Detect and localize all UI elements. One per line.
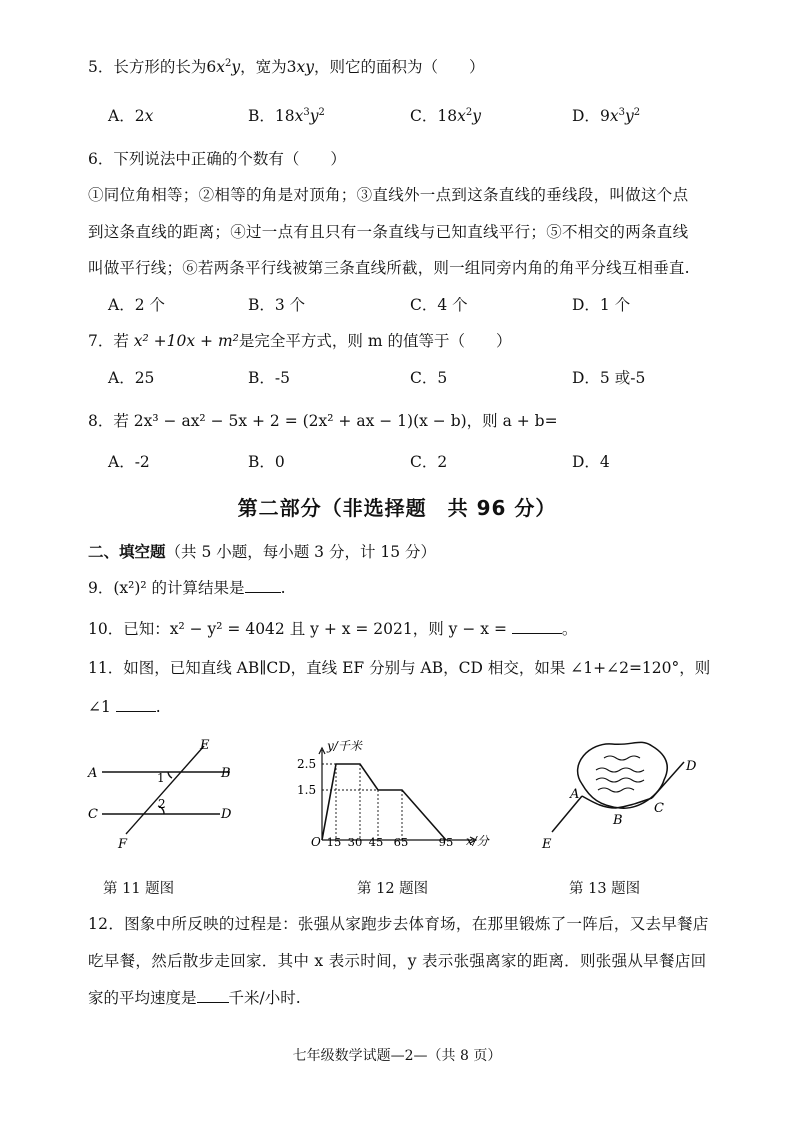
fig11-label-d: D bbox=[221, 807, 232, 822]
section-fill-blank-heading: 二、填空题（共 5 小题，每小题 3 分，计 15 分） bbox=[88, 543, 437, 561]
q8-option-c: C．2 bbox=[410, 453, 448, 471]
q11-answer-blank[interactable] bbox=[116, 697, 156, 712]
q7-stem: 7．若 x² +10x + m²是完全平方式，则 m 的值等于（ ） bbox=[88, 332, 512, 350]
fig13-wave-4 bbox=[604, 756, 640, 760]
fig13-wave-2 bbox=[596, 778, 644, 782]
fig12-xtick-65: 65 bbox=[393, 835, 409, 849]
angle-1-arc bbox=[168, 772, 172, 778]
fig12-caption: 第 12 题图 bbox=[357, 881, 429, 897]
fig12-x-label: x/分 bbox=[466, 834, 489, 848]
figure-11-diagram bbox=[102, 746, 230, 834]
q11-line2: ∠1 . bbox=[88, 698, 161, 716]
q5-stem: 5．长方形的长为$6x^2y$，宽为3xy，则它的面积为（ ） bbox=[88, 57, 485, 76]
fig12-xtick-95: 95 bbox=[438, 835, 454, 849]
fig13-caption: 第 13 题图 bbox=[569, 881, 641, 897]
fig12-ytick-2-5: 2.5 bbox=[297, 757, 317, 771]
q6-line1: ①同位角相等；②相等的角是对顶角；③直线外一点到这条直线的垂线段，叫做这个点 bbox=[88, 186, 689, 204]
q12-line1: 12．图象中所反映的过程是：张强从家跑步去体育场，在那里锻炼了一阵后，又去早餐店 bbox=[88, 915, 709, 933]
fig11-caption: 第 11 题图 bbox=[103, 881, 175, 897]
q8-option-b: B．0 bbox=[248, 453, 285, 471]
q6-stem: 6．下列说法中正确的个数有（ ） bbox=[88, 150, 346, 168]
q6-option-d: D．1 个 bbox=[572, 296, 631, 314]
q8-option-d: D．4 bbox=[572, 453, 610, 471]
q7-option-b: B．-5 bbox=[248, 369, 290, 387]
q12-line3: 家的平均速度是 千米/小时. bbox=[88, 989, 301, 1007]
q8-option-a: A．-2 bbox=[108, 453, 150, 471]
q12-answer-blank[interactable] bbox=[197, 988, 229, 1003]
fig12-xtick-45: 45 bbox=[368, 835, 384, 849]
fig11-label-e: E bbox=[200, 738, 210, 753]
q6-option-b: B．3 个 bbox=[248, 296, 306, 314]
q9-answer-blank[interactable] bbox=[245, 578, 281, 593]
fig12-distance-line bbox=[322, 764, 446, 840]
fig13-label-b: B bbox=[613, 813, 623, 828]
figure-12-graph bbox=[319, 748, 476, 843]
q10-answer-blank[interactable] bbox=[512, 619, 562, 634]
line-ef bbox=[126, 746, 204, 834]
fig13-label-c: C bbox=[654, 801, 664, 816]
fig11-label-a: A bbox=[88, 766, 98, 781]
q5-option-a: A．2x bbox=[108, 107, 154, 125]
q7-option-d: D．5 或-5 bbox=[572, 369, 646, 387]
fig11-angle-1-label: 1 bbox=[157, 771, 165, 785]
q6-line3: 叫做平行线；⑥若两条平行线被第三条直线所截，则一组同旁内角的角平分线互相垂直. bbox=[88, 259, 690, 277]
q7-option-c: C．5 bbox=[410, 369, 448, 387]
q7-option-a: A．25 bbox=[108, 369, 155, 387]
fig13-label-e: E bbox=[542, 837, 552, 852]
q11-line1: 11．如图，已知直线 AB∥CD，直线 EF 分别与 AB，CD 相交，如果 ∠1+∠2=120°，则 bbox=[88, 659, 711, 677]
fig13-wave-1 bbox=[596, 768, 644, 772]
q5-option-b: B．$18x^3y^2$ bbox=[248, 106, 325, 125]
fig11-label-b: B bbox=[221, 766, 231, 781]
fig12-xtick-15: 15 bbox=[326, 835, 342, 849]
fig11-label-c: C bbox=[88, 807, 98, 822]
fig13-lake bbox=[578, 742, 668, 808]
page-footer: 七年级数学试题—2—（共 8 页） bbox=[292, 1048, 502, 1064]
q6-option-a: A．2 个 bbox=[108, 296, 165, 314]
fig12-origin-label: O bbox=[311, 835, 321, 849]
fig12-ytick-1-5: 1.5 bbox=[297, 783, 317, 797]
fig13-label-d: D bbox=[686, 759, 697, 774]
q5-option-c: C．$18x^2y$ bbox=[410, 106, 481, 125]
q8-stem: 8．若 2x³ − ax² − 5x + 2 = (2x² + ax − 1)(x − b)，则 a + b= bbox=[88, 412, 558, 430]
fig12-xtick-30: 30 bbox=[347, 835, 363, 849]
fig11-angle-2-label: 2 bbox=[158, 797, 166, 811]
q5-option-d: D．$9x^3y^2$ bbox=[572, 106, 641, 125]
q9-stem: 9．(x²)² 的计算结果是 . bbox=[88, 579, 286, 597]
q6-line2: 到这条直线的距离；④过一点有且只有一条直线与已知直线平行；⑤不相交的两条直线 bbox=[88, 223, 689, 241]
figures-row bbox=[0, 736, 794, 876]
q10-stem: 10．已知：x² − y² = 4042 且 y + x = 2021，则 y − x = 。 bbox=[88, 620, 578, 638]
fig13-label-a: A bbox=[570, 787, 580, 802]
q6-option-c: C．4 个 bbox=[410, 296, 468, 314]
part-two-heading: 第二部分（非选择题 共 96 分） bbox=[237, 496, 557, 520]
q12-line2: 吃早餐，然后散步走回家．其中 x 表示时间，y 表示张强离家的距离．则张强从早餐店回 bbox=[88, 952, 707, 970]
fig11-label-f: F bbox=[118, 837, 128, 852]
fig12-y-label: y/千米 bbox=[327, 739, 362, 753]
fig13-wave-3 bbox=[598, 788, 634, 792]
